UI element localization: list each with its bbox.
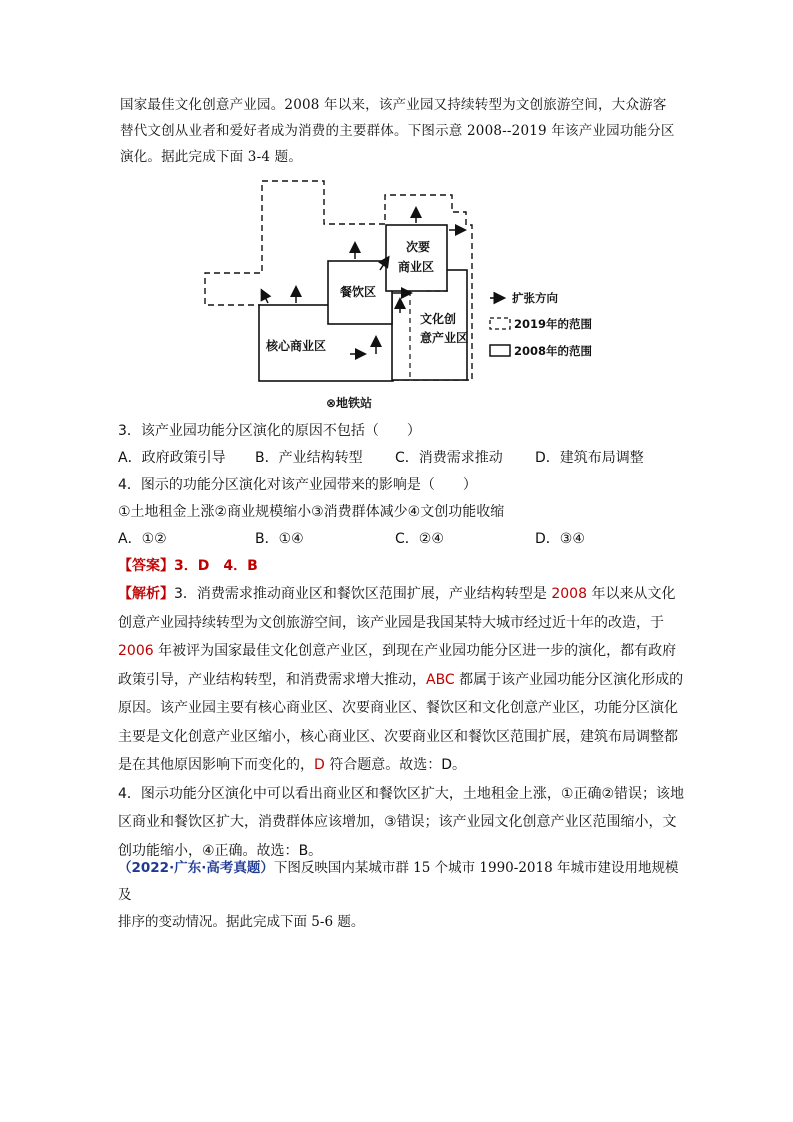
answer-text: 3．D 4．B <box>174 558 258 574</box>
analysis-paragraph-3: 【解析】3．消费需求推动商业区和餐饮区范围扩展，产业结构转型是 2008 年以来从文化创意产业园持续转型为文创旅游空间，该产业园是我国某特大城市经过近十年的改造，于 2006 年被评为国家最佳文化创意产业区，到现在产业园功能分区进一步的演化，都有政府政策引导，产业结构转型，和消费需求增大推动，ABC 都属于该产业园功能分区演化形成的原因。该产业园主要有核心商业区、次要商业区、餐饮区和文化创意产业区，功能分区演化主要是文化创意产业区缩小，核心商业区、次要商业区和餐饮区范围扩展，建筑布局调整都是在其他原因影响下而变化的，D 符合题意。故选：D。 <box>118 586 684 773</box>
zone-secondary <box>386 225 447 291</box>
intro-paragraph <box>120 92 680 170</box>
option-d: D．③④ <box>535 531 585 547</box>
label-dining: 餐饮区 <box>340 285 377 299</box>
intro-line: 演化。据此完成下面 3-4 题。 <box>120 149 303 165</box>
option-a: A．①② <box>118 531 167 547</box>
intro-line: 国家最佳文化创意产业园。2008 年以来，该产业园又持续转型为文创旅游空间，大众游客 <box>120 97 667 113</box>
next-text-line: 排序的变动情况。据此完成下面 5-6 题。 <box>118 914 365 930</box>
source-tag: （2022·广东·高考真题） <box>118 860 274 876</box>
question-4 <box>118 472 688 553</box>
analysis-section <box>118 580 688 865</box>
question-3-options <box>118 445 688 472</box>
option-b: B．产业结构转型 <box>255 450 363 466</box>
label-creative-2: 意产业区 <box>420 331 469 345</box>
label-secondary-2: 商业区 <box>398 260 435 274</box>
analysis-paragraph-4: 4．图示功能分区演化中可以看出商业区和餐饮区扩大，土地租金上涨，①正确②错误；该地区商业和餐饮区扩大，消费群体应该增加，③错误；该产业园文化创意产业区范围缩小，文创功能缩小，④正确。故选：B。 <box>118 785 685 859</box>
question-4-options <box>118 526 688 553</box>
intro-line: 替代文创从业者和爱好者成为消费的主要群体。下图示意 2008--2019 年该产业园功能分区 <box>120 123 675 139</box>
next-question-intro <box>118 855 688 936</box>
option-c: C．消费需求推动 <box>395 450 503 466</box>
next-text-line: 下图反映国内某城市群 15 个城市 1990-2018 年城市建设用地规模及 <box>118 860 679 903</box>
legend-2019-label: 2019年的范围 <box>514 317 593 331</box>
legend-2008-label: 2008年的范围 <box>514 344 593 358</box>
answer-label: 【答案】 <box>118 558 174 574</box>
question-4-stem: 4．图示的功能分区演化对该产业园带来的影响是（ ） <box>118 477 477 493</box>
zoning-diagram <box>200 178 620 418</box>
question-3 <box>118 418 688 472</box>
question-3-stem: 3．该产业园功能分区演化的原因不包括（ ） <box>118 423 421 439</box>
legend-arrow-label: 扩张方向 <box>512 291 558 305</box>
option-a: A．政府政策引导 <box>118 450 226 466</box>
question-4-statements: ①土地租金上涨②商业规模缩小③消费群体减少④文创功能收缩 <box>118 504 505 520</box>
analysis-label: 【解析】 <box>118 586 174 602</box>
answer-line <box>118 553 688 580</box>
option-b: B．①④ <box>255 531 304 547</box>
label-creative-1: 文化创 <box>420 312 457 326</box>
label-metro: ⊗地铁站 <box>326 396 373 410</box>
option-c: C．②④ <box>395 531 444 547</box>
label-secondary-1: 次要 <box>406 240 431 254</box>
option-d: D．建筑布局调整 <box>535 450 644 466</box>
legend <box>490 291 593 358</box>
label-core: 核心商业区 <box>266 339 327 353</box>
